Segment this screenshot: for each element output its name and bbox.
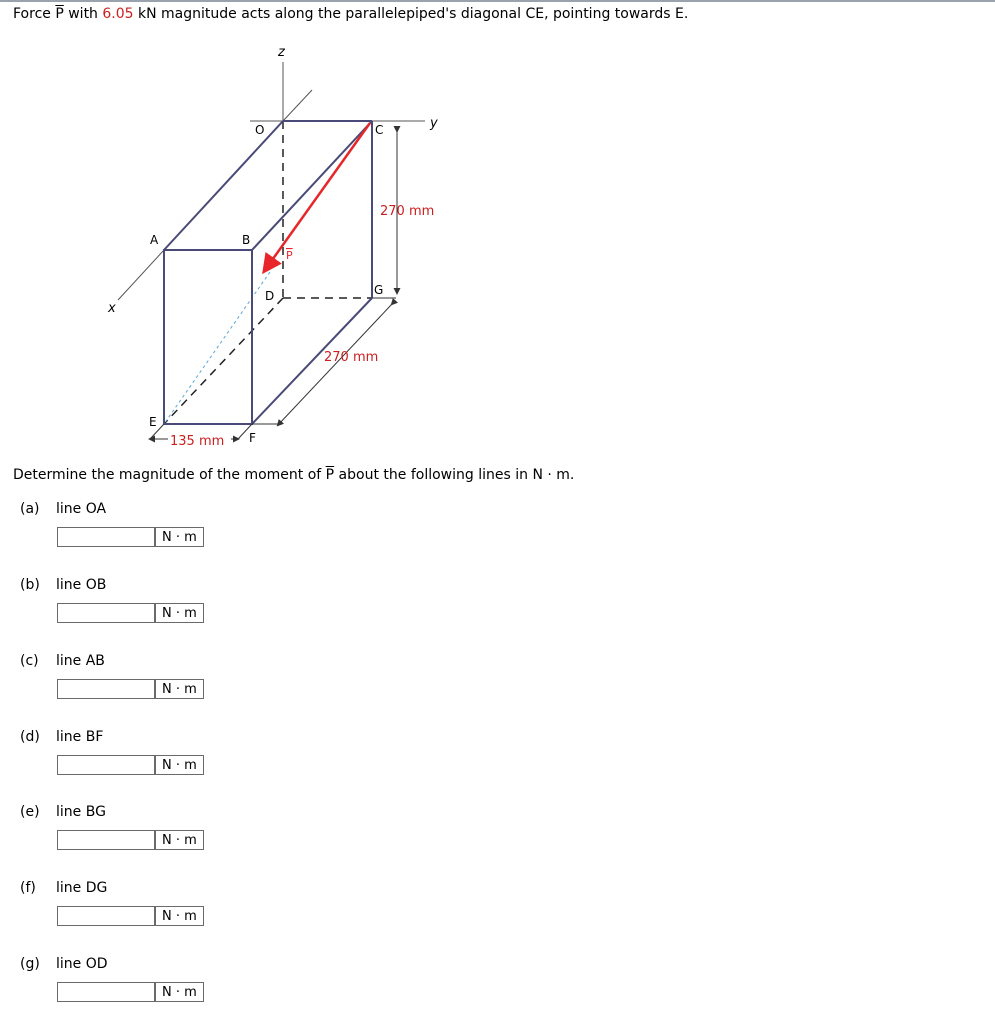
point-D: D: [265, 289, 275, 303]
answer-input-od[interactable]: [57, 982, 155, 1002]
x-label: x: [108, 301, 116, 316]
point-G: G: [374, 283, 384, 297]
z-label: z: [278, 45, 285, 60]
answer-input-ab[interactable]: [57, 679, 155, 699]
answer-input-bf[interactable]: [57, 755, 155, 775]
depth-dimension: 270 mm: [324, 350, 379, 365]
answer-input-oa[interactable]: [57, 527, 155, 547]
point-E: E: [149, 415, 157, 429]
part-g-label: (g) line OD: [20, 956, 108, 972]
part-e-label: (e) line BG: [20, 804, 106, 820]
unit-label-bf: N · m: [155, 755, 204, 775]
problem-statement: Force $\overline{P}$ with 6.05 kN magnitude acts along the parallelepiped's diagonal CE, pointing towards E.: [13, 6, 689, 22]
part-f-label: (f) line DG: [20, 880, 108, 896]
unit-label-od: N · m: [155, 982, 204, 1002]
unit-label-bg: N · m: [155, 830, 204, 850]
answer-input-dg[interactable]: [57, 906, 155, 926]
unit-label-oa: N · m: [155, 527, 204, 547]
force-symbol: $\overline{P}$: [55, 6, 64, 22]
unit-label-ab: N · m: [155, 679, 204, 699]
unit-label-dg: N · m: [155, 906, 204, 926]
part-c-label: (c) line AB: [20, 653, 105, 669]
point-B: B: [242, 233, 251, 247]
point-A: A: [150, 233, 159, 247]
y-label: y: [430, 116, 438, 131]
force-label: P: [286, 249, 293, 262]
question-text: Determine the magnitude of the moment of $\overline{P}$ about the following lines in N · m.: [13, 467, 575, 483]
force-magnitude: 6.05: [102, 6, 134, 22]
part-d-label: (d) line BF: [20, 729, 104, 745]
diagonal-hint: [164, 272, 270, 424]
force-arrow: [265, 123, 370, 270]
box-edges: [164, 121, 372, 424]
part-a-label: (a) line OA: [20, 501, 107, 517]
point-F: F: [249, 431, 256, 445]
height-dimension: 270 mm: [380, 204, 435, 219]
edge-DE-hidden: [164, 298, 283, 424]
point-O: O: [255, 123, 265, 137]
width-dimension: 135 mm: [170, 434, 225, 449]
answer-input-ob[interactable]: [57, 603, 155, 623]
part-b-label: (b) line OB: [20, 577, 107, 593]
point-C: C: [375, 123, 384, 137]
unit-label-ob: N · m: [155, 603, 204, 623]
top-divider: [0, 0, 995, 2]
axis-ext: [283, 90, 312, 121]
x-axis: [118, 250, 164, 300]
parallelepiped-figure: [0, 30, 500, 455]
answer-input-bg[interactable]: [57, 830, 155, 850]
